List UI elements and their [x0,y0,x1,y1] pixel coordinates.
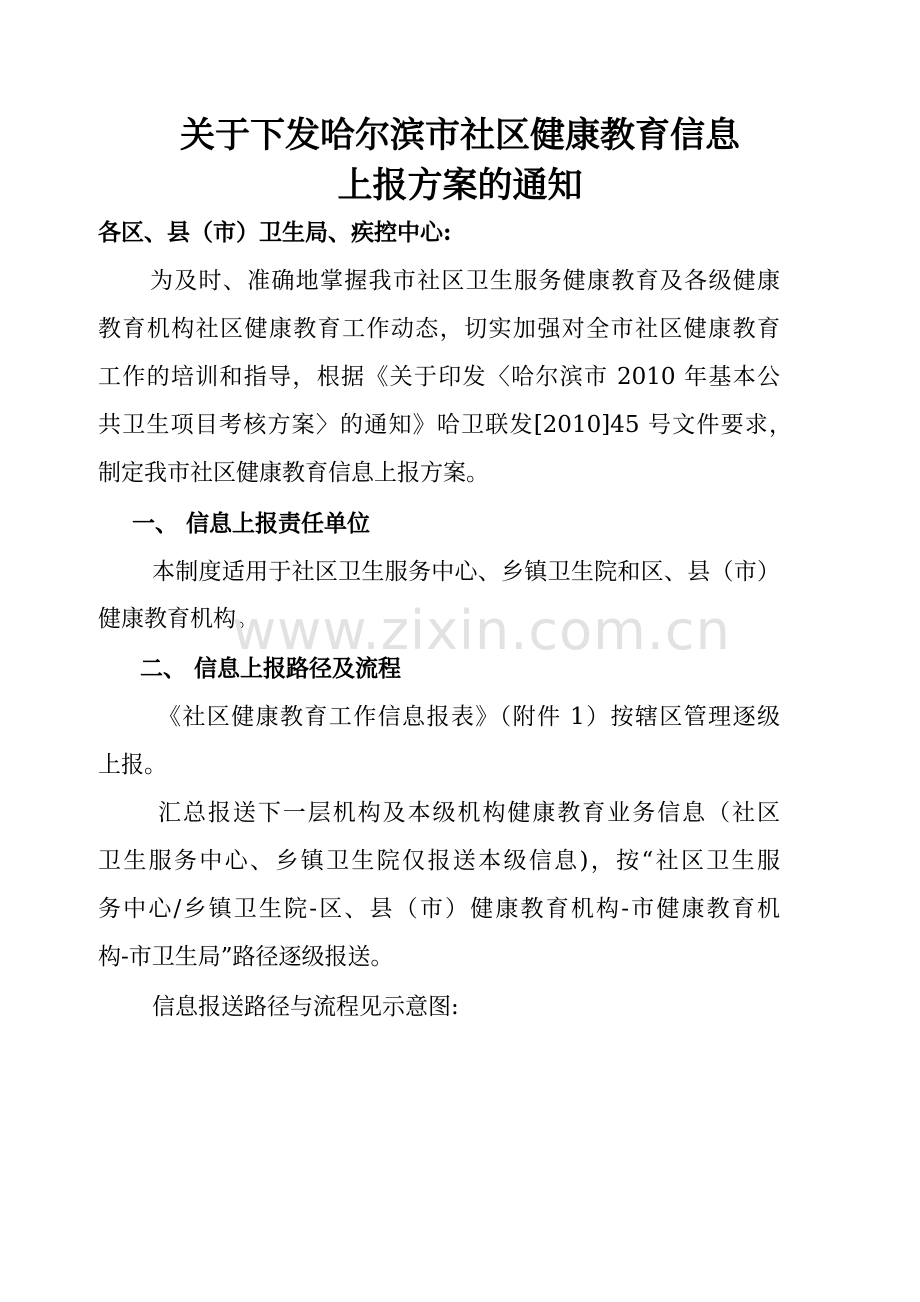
para1-line-1: 为及时、准确地掌握我市社区卫生服务健康教育及各级健康 [150,268,780,294]
section2-para1-line-2: 上报。 [98,752,167,778]
section2-para3: 信息报送路径与流程见示意图: [152,994,459,1020]
section1-para-line-1: 本制度适用于社区卫生服务中心、乡镇卫生院和区、县（市） [152,559,780,585]
section2-para2-line-4: 构-市卫生局”路径逐级报送。 [98,944,394,970]
section1-para-line-2: 健康教育机构。 [98,606,259,632]
para1-line-3: 工作的培训和指导，根据《关于印发〈哈尔滨市 2010 年基本公 [98,364,780,390]
para1-line-5: 制定我市社区健康教育信息上报方案。 [98,460,489,486]
section2-para2-line-2: 卫生服务中心、乡镇卫生院仅报送本级信息)，按“社区卫生服 [98,848,780,874]
section2-para2-line-1: 汇总报送下一层机构及本级机构健康教育业务信息（社区 [158,800,780,826]
para1-line-2: 教育机构社区健康教育工作动态，切实加强对全市社区健康教育 [98,316,780,342]
watermark: www.zixin.com.cn [232,599,731,662]
section2-para1-line-1: 《社区健康教育工作信息报表》（附件 1）按辖区管理逐级 [158,704,780,730]
section2-para2-line-3: 务中心/乡镇卫生院-区、县（市）健康教育机构-市健康教育机 [98,896,780,922]
document-title-line-1: 关于下发哈尔滨市社区健康教育信息 [179,115,740,156]
section2-heading: 二、 信息上报路径及流程 [140,655,402,682]
addressee: 各区、县（市）卫生局、疾控中心: [98,219,452,246]
para1-line-4: 共卫生项目考核方案〉的通知》哈卫联发[2010]45 号文件要求， [98,412,792,438]
section1-heading: 一、 信息上报责任单位 [132,510,371,537]
document-title-line-2: 上报方案的通知 [337,165,583,206]
